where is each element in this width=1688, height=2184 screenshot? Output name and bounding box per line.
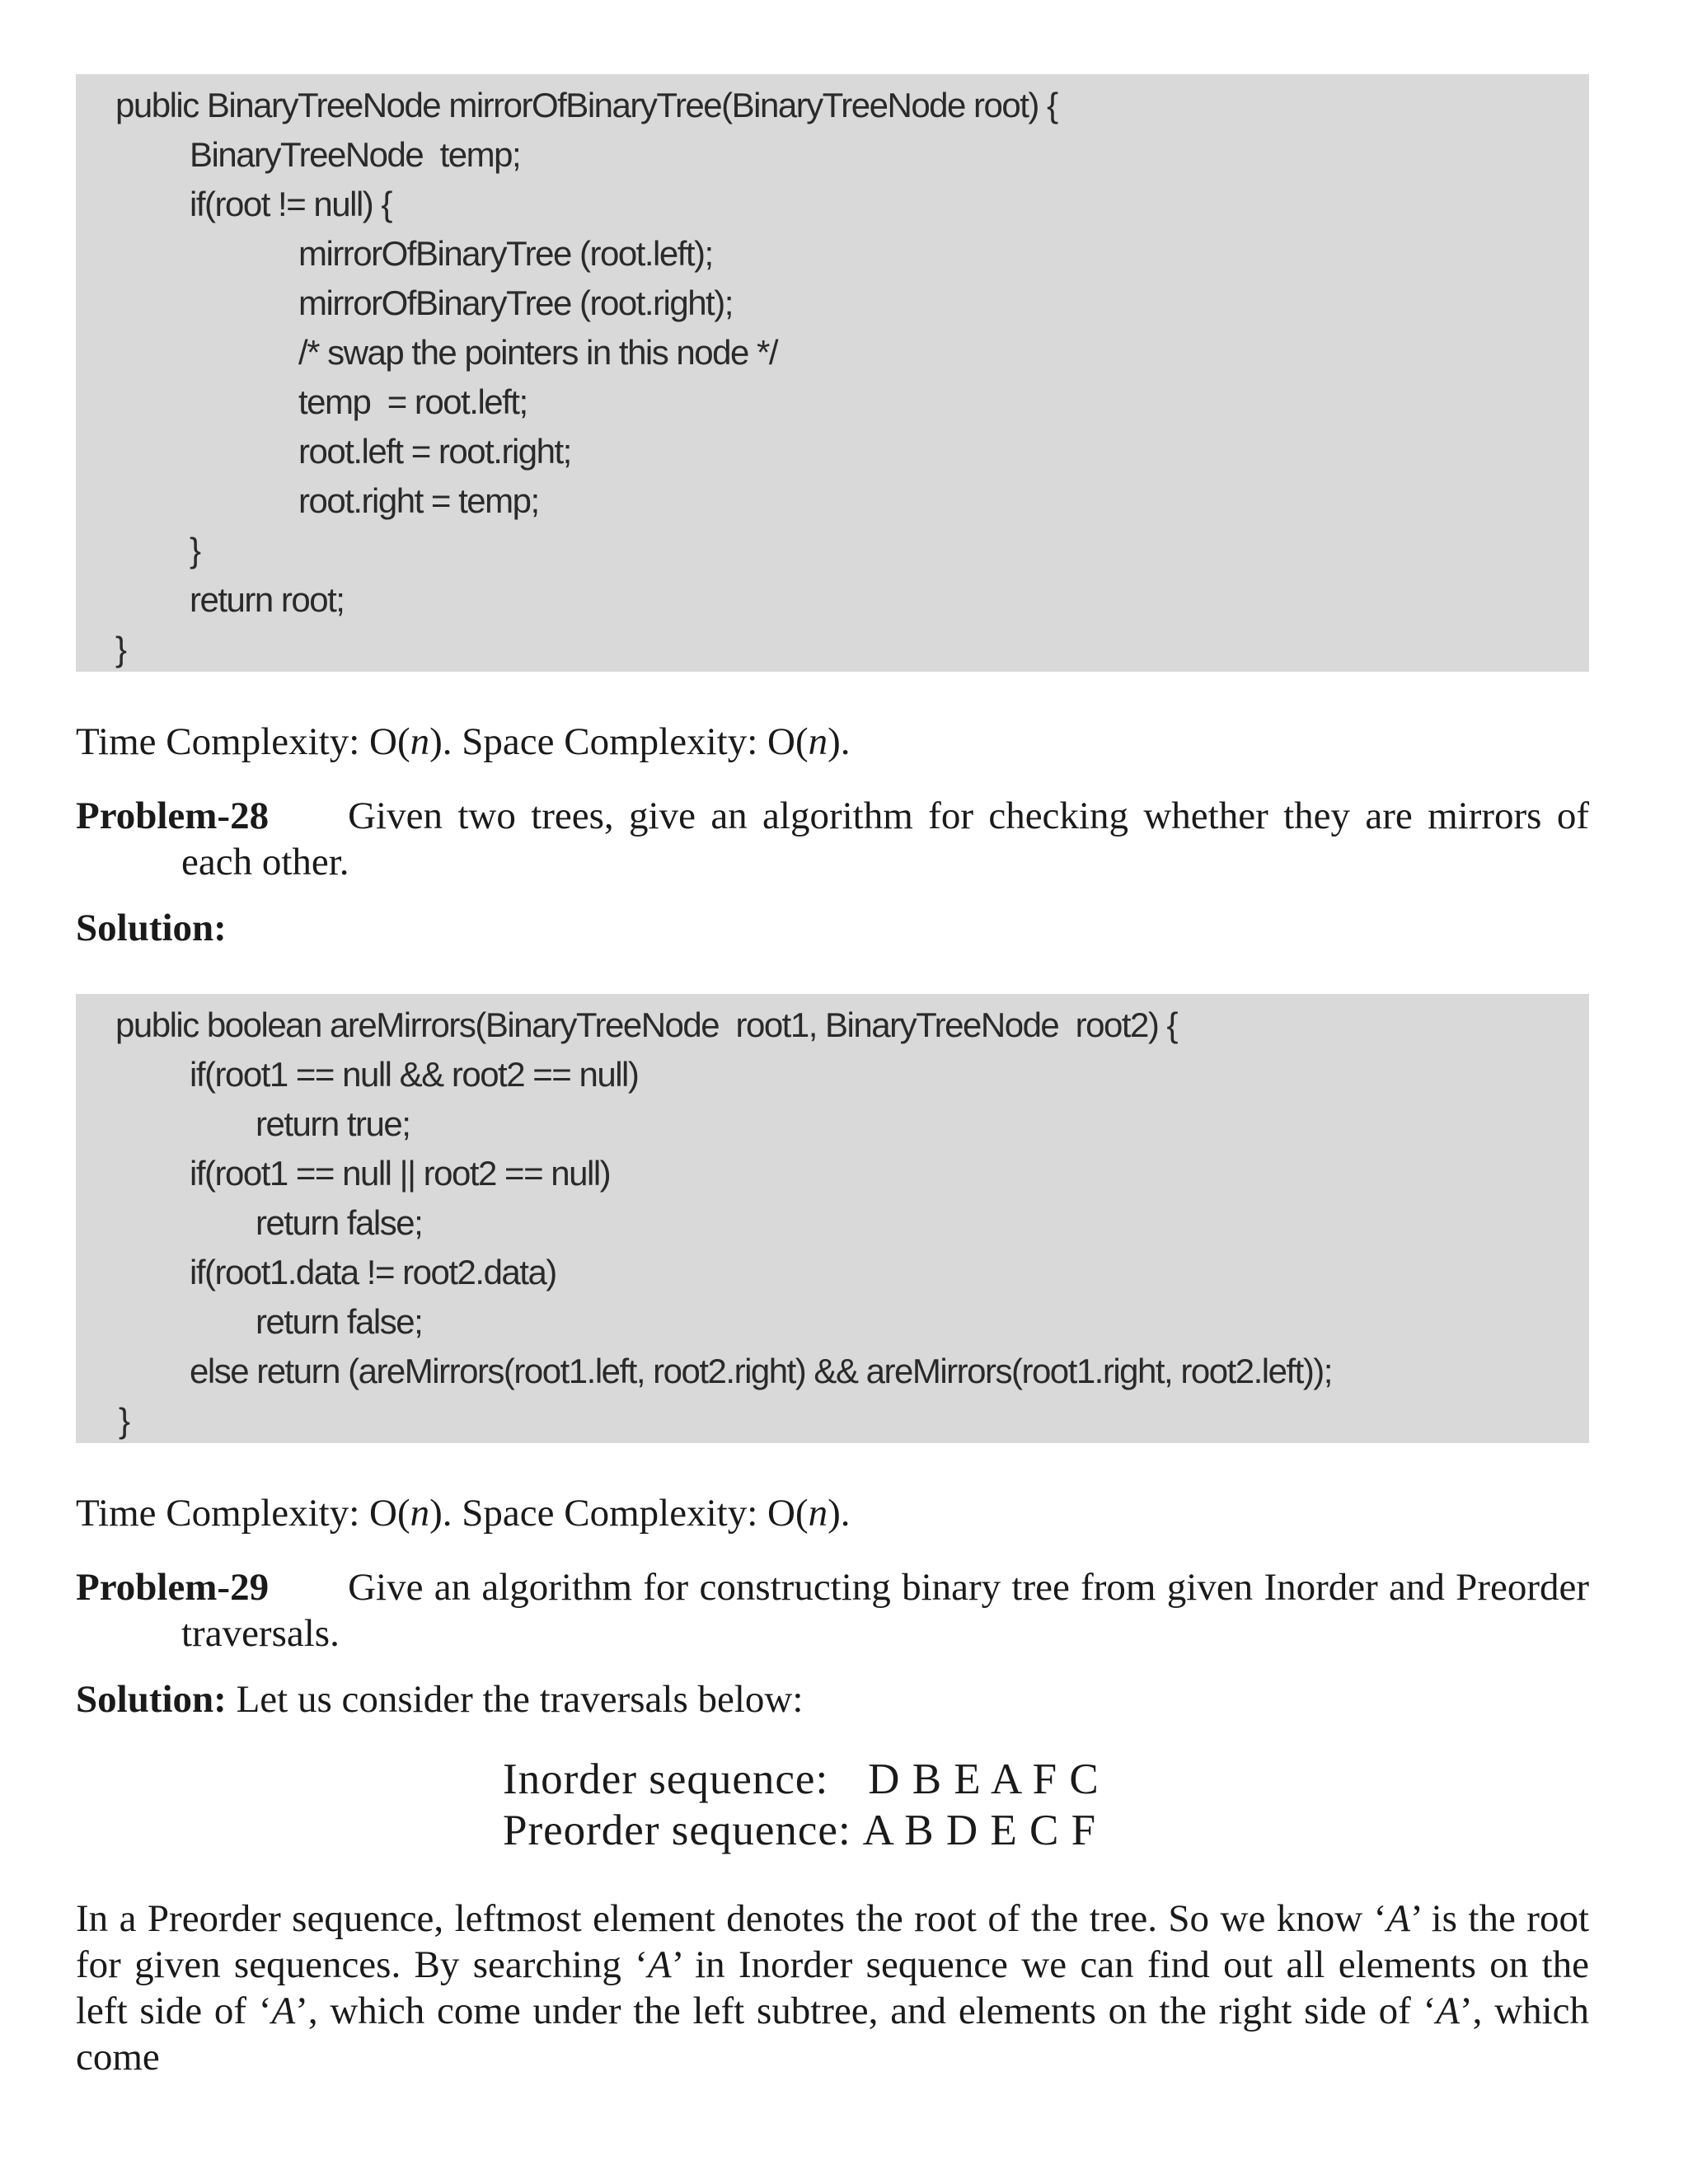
complexity-text: ). xyxy=(828,720,851,763)
solution-label: Solution: xyxy=(76,907,227,949)
complexity-line xyxy=(76,719,1589,765)
node-name: A xyxy=(1436,1990,1460,2032)
inorder-value: D B E A F C xyxy=(868,1755,1100,1803)
code-line: return false; xyxy=(256,1203,423,1242)
code-line: mirrorOfBinaryTree (root.left); xyxy=(298,234,713,273)
code-line: public BinaryTreeNode mirrorOfBinaryTree(BinaryTreeNode root) { xyxy=(115,86,1057,124)
problem-29 xyxy=(76,1564,1589,1657)
node-name: A xyxy=(271,1990,296,2032)
code-line: temp = root.left; xyxy=(298,382,528,421)
explanation-text: ’ in Inorder sequence we can find out all elements on the left side of ‘ xyxy=(76,1943,1589,2032)
explanation-text: In a Preorder sequence, leftmost element denotes the root of the tree. So we know ‘ xyxy=(76,1897,1387,1940)
code-line: if(root1 == null || root2 == null) xyxy=(190,1154,611,1193)
code-line: else return (areMirrors(root1.left, root2.right) && areMirrors(root1.right, root2.left)); xyxy=(190,1352,1332,1390)
code-line: mirrorOfBinaryTree (root.right); xyxy=(298,284,733,322)
solution-text: Let us consider the traversals below: xyxy=(226,1678,804,1721)
preorder-sequence xyxy=(503,1805,1096,1856)
complexity-line xyxy=(76,1490,1589,1536)
explanation-paragraph xyxy=(76,1896,1589,2080)
code-line: return false; xyxy=(256,1302,423,1341)
problem-label: Problem-28 xyxy=(76,794,270,837)
node-name: A xyxy=(647,1943,672,1986)
complexity-variable: n xyxy=(410,720,430,763)
problem-28 xyxy=(76,793,1589,885)
problem-text: Given two trees, give an algorithm for checking whether they are mirrors of each other. xyxy=(181,794,1589,883)
code-block-mirror-of-binary-tree xyxy=(76,74,1589,672)
code-line: return true; xyxy=(256,1104,410,1143)
explanation-text: ’ is the root for given sequences. By searching ‘ xyxy=(76,1897,1589,1986)
complexity-text: ). xyxy=(828,1492,851,1535)
code-line: root.left = root.right; xyxy=(298,432,571,471)
code-line: } xyxy=(119,1401,129,1440)
inorder-sequence xyxy=(503,1754,1100,1805)
preorder-value: A B D E C F xyxy=(862,1807,1097,1854)
explanation-text: ’, which come xyxy=(76,1990,1589,2079)
complexity-text: ). Space Complexity: O( xyxy=(429,1492,809,1535)
explanation-text: ’, which come under the left subtree, and elements on the right side of ‘ xyxy=(295,1990,1437,2032)
complexity-variable: n xyxy=(410,1492,430,1535)
complexity-text: Time Complexity: O( xyxy=(76,1492,410,1535)
code-line: } xyxy=(115,630,126,668)
complexity-variable: n xyxy=(808,720,828,763)
code-line: } xyxy=(190,531,200,569)
problem-label: Problem-29 xyxy=(76,1566,270,1609)
solution-label: Solution: xyxy=(76,1678,227,1721)
complexity-variable: n xyxy=(808,1492,828,1535)
problem-text: Give an algorithm for constructing binary tree from given Inorder and Preorder traversals. xyxy=(181,1566,1589,1655)
node-name: A xyxy=(1386,1897,1411,1940)
code-line: root.right = temp; xyxy=(298,481,539,520)
code-line: return root; xyxy=(190,580,345,619)
code-line: if(root != null) { xyxy=(190,185,392,223)
code-line: if(root1.data != root2.data) xyxy=(190,1253,556,1291)
solution-29 xyxy=(76,1676,1589,1722)
code-block-are-mirrors xyxy=(76,994,1589,1443)
inorder-label: Inorder sequence: xyxy=(503,1755,829,1803)
preorder-label: Preorder sequence: xyxy=(503,1807,851,1854)
code-line: public boolean areMirrors(BinaryTreeNode root1, BinaryTreeNode root2) { xyxy=(115,1005,1178,1044)
complexity-text: Time Complexity: O( xyxy=(76,720,410,763)
code-line: if(root1 == null && root2 == null) xyxy=(190,1055,639,1094)
complexity-text: ). Space Complexity: O( xyxy=(429,720,809,763)
code-line: /* swap the pointers in this node */ xyxy=(298,333,778,372)
code-line: BinaryTreeNode temp; xyxy=(190,135,521,174)
